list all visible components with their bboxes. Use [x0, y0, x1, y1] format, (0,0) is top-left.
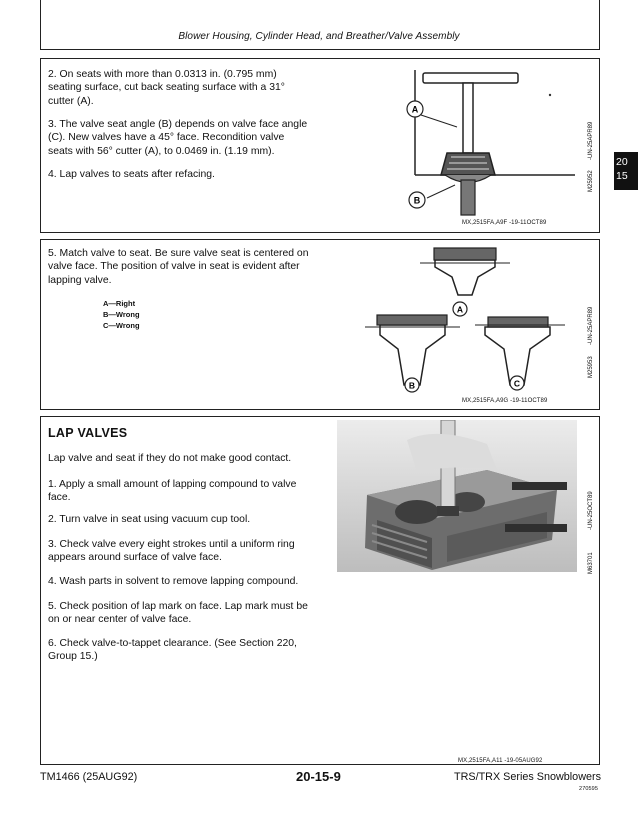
fig2-code: M25953	[588, 356, 594, 378]
header-bottom-rule	[40, 49, 600, 50]
fig2-label-c: C	[513, 378, 521, 389]
fig2-label-a: A	[456, 304, 464, 315]
fig1-date: -UN-25APR89	[588, 121, 594, 160]
section-1-ref: MX,2515FA,A9F -19-11OCT89	[462, 220, 547, 226]
valve-match-figure	[360, 245, 595, 400]
fig1-label-a: A	[411, 104, 419, 115]
section-1-step-3: 3. The valve seat angle (B) depends on valve face angle (C). New valves have a 45° face. Recondition valve seats with 56° cutter (A), to 0.0469 in. (1.19 mm).	[48, 119, 308, 157]
footer-manual-id: TM1466 (25AUG92)	[40, 771, 138, 783]
fig2-label-b: B	[408, 380, 416, 391]
fig3-date: -UN-25OCT89	[588, 491, 594, 530]
page-header-title: Blower Housing, Cylinder Head, and Breather/Valve Assembly	[178, 31, 460, 42]
section-2-ref: MX,2515FA,A9G -19-11OCT89	[462, 398, 548, 404]
fig2-date: -UN-25APR89	[588, 306, 594, 345]
section-1-step-4: 4. Lap valves to seats after refacing.	[48, 169, 215, 180]
header-right-rule	[599, 0, 600, 50]
legend-c: C—Wrong	[103, 321, 140, 330]
header-left-rule	[40, 0, 41, 50]
section-3-step-6: 6. Check valve-to-tappet clearance. (See Section 220, Group 15.)	[48, 638, 297, 663]
section-tab-line2: 15	[616, 170, 628, 182]
section-3-step-2: 2. Turn valve in seat using vacuum cup tool.	[48, 514, 251, 525]
section-tab-line1: 20	[616, 156, 628, 168]
section-3-step-3: 3. Check valve every eight strokes until a uniform ring appears around surface of valve face.	[48, 539, 295, 564]
legend-a: A—Right	[103, 299, 136, 308]
section-3-step-5: 5. Check position of lap mark on face. Lap mark must be on or near center of valve face.	[48, 601, 308, 626]
footer-code: 270595	[579, 786, 598, 792]
section-3-step-4: 4. Wash parts in solvent to remove lapping compound.	[48, 576, 299, 587]
fig1-code: M25952	[588, 170, 594, 192]
legend-b: B—Wrong	[103, 310, 140, 319]
section-tab	[614, 152, 638, 190]
section-1-step-2: 2. On seats with more than 0.0313 in. (0.795 mm) seating surface, cut back seating surface with a 31° cutter (A).	[48, 69, 285, 107]
fig1-label-b: B	[413, 195, 421, 206]
section-3-ref: MX,2515FA,A11 -19-05AUG92	[458, 758, 543, 764]
section-3-step-1: 1. Apply a small amount of lapping compound to valve face.	[48, 479, 297, 504]
section-2-step-5: 5. Match valve to seat. Be sure valve seat is centered on valve face. The position of valve in seat is evident after lapping valve.	[48, 248, 309, 286]
fig3-code: M63701	[588, 552, 594, 574]
section-2-legend	[103, 298, 140, 331]
page-number: 20-15-9	[296, 769, 341, 784]
valve-seat-cutter-figure	[395, 65, 595, 220]
section-3-heading: LAP VALVES	[48, 426, 128, 440]
footer-product-name: TRS/TRX Series Snowblowers	[453, 771, 601, 783]
section-3-intro: Lap valve and seat if they do not make good contact.	[48, 453, 292, 464]
lapping-photo	[337, 420, 577, 572]
